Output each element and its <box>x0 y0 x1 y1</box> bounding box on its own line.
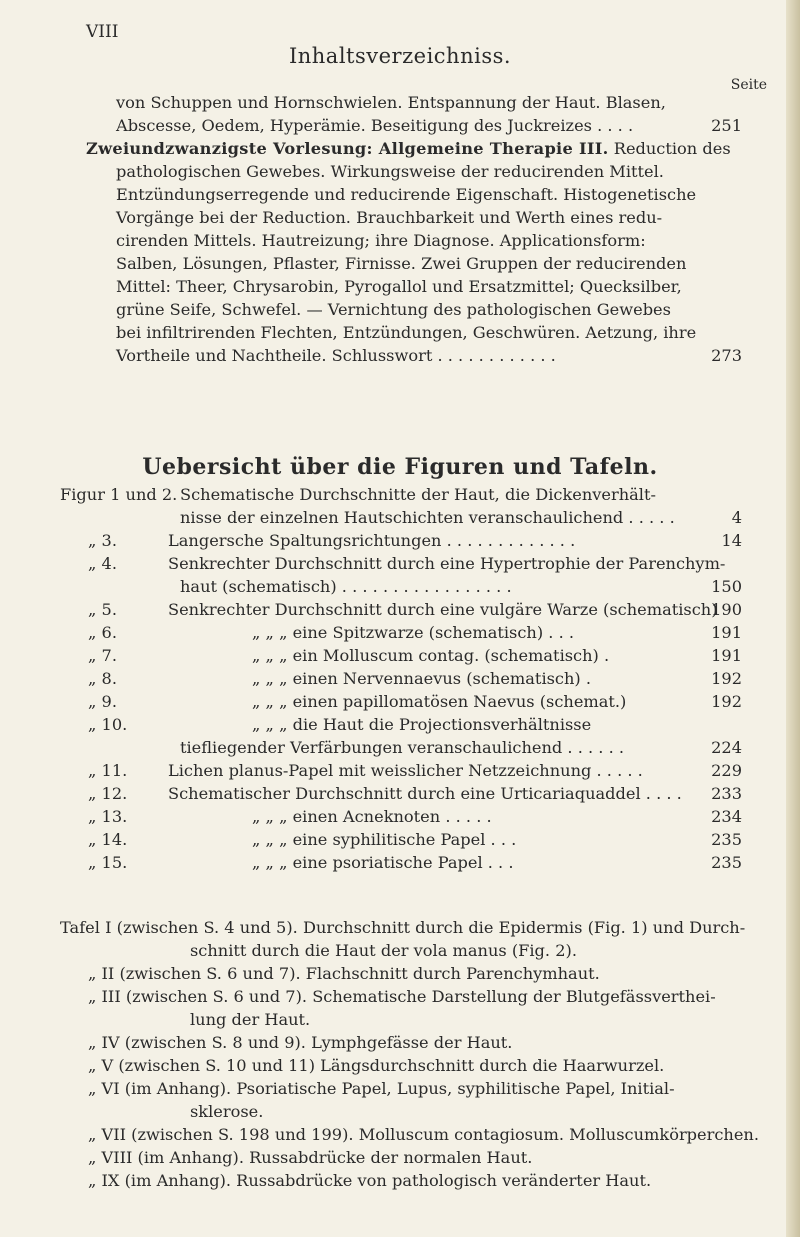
toc-entry-zweiundzwanzigste <box>86 139 731 159</box>
figure-text: „ „ „ einen papillomatösen Naevus (schemat.) <box>252 692 627 711</box>
tafel-line: „ IX (im Anhang). Russabdrücke von pathologisch veränderter Haut. <box>88 1171 652 1190</box>
figure-text: „ „ „ ein Molluscum contag. (schematisch) . <box>252 646 610 665</box>
figure-text: haut (schematisch) . . . . . . . . . . . . . . . . . <box>180 577 512 596</box>
figure-label: „ 7. <box>88 646 117 665</box>
figure-text: Langersche Spaltungsrichtungen . . . . . . . . . . . . . <box>168 531 576 550</box>
tafel-line: „ III (zwischen S. 6 und 7). Schematische Darstellung der Blutgefässverthei- <box>88 987 716 1006</box>
figure-page: 191 <box>711 623 742 642</box>
tafel-line: „ V (zwischen S. 10 und 11) Längsdurchschnitt durch die Haarwurzel. <box>88 1056 665 1075</box>
figure-text: „ „ „ eine Spitzwarze (schematisch) . . . <box>252 623 575 642</box>
figure-label: „ 4. <box>88 554 117 573</box>
running-title: Inhaltsverzeichniss. <box>288 44 512 68</box>
toc-page-number: 251 <box>711 116 742 135</box>
toc-text: Reduction des <box>608 139 731 158</box>
lecture-title: Zweiundzwanzigste Vorlesung: Allgemeine Therapie III. <box>86 139 609 158</box>
figure-page: 4 <box>731 508 742 527</box>
figure-text: nisse der einzelnen Hautschichten veranschaulichend . . . . . <box>180 508 675 527</box>
toc-line: Mittel: Theer, Chrysarobin, Pyrogallol und Ersatzmittel; Quecksilber, <box>116 277 682 296</box>
figure-text: „ „ „ einen Nervennaevus (schematisch) . <box>252 669 592 688</box>
figures-heading: Uebersicht über die Figuren und Tafeln. <box>142 454 658 480</box>
toc-line: grüne Seife, Schwefel. — Vernichtung des pathologischen Gewebes <box>116 300 671 319</box>
figure-page: 229 <box>711 761 742 780</box>
figure-page: 191 <box>711 646 742 665</box>
tafel-line: „ VII (zwischen S. 198 und 199). Molluscum contagiosum. Molluscumkörperchen. <box>88 1125 759 1144</box>
figure-label: „ 6. <box>88 623 117 642</box>
book-spine-edge <box>786 0 800 1237</box>
figure-label: „ 10. <box>88 715 128 734</box>
figure-page: 224 <box>711 738 742 757</box>
tafel-line: „ IV (zwischen S. 8 und 9). Lymphgefässe der Haut. <box>88 1033 513 1052</box>
toc-page-number: 273 <box>711 346 742 365</box>
figure-page: 233 <box>711 784 742 803</box>
toc-line: Vortheile und Nachtheile. Schlusswort . . . . . . . . . . . . <box>116 346 556 365</box>
figure-text: Senkrechter Durchschnitt durch eine vulgäre Warze (schematisch) <box>168 600 718 619</box>
figure-text: „ „ „ eine psoriatische Papel . . . <box>252 853 514 872</box>
figure-label: „ 5. <box>88 600 117 619</box>
toc-line: Salben, Lösungen, Pflaster, Firnisse. Zwei Gruppen der reducirenden <box>116 254 687 273</box>
figure-text: „ „ „ eine syphilitische Papel . . . <box>252 830 517 849</box>
toc-line: bei infiltrirenden Flechten, Entzündungen, Geschwüren. Aetzung, ihre <box>116 323 697 342</box>
figure-label: „ 13. <box>88 807 128 826</box>
tafel-line: „ VIII (im Anhang). Russabdrücke der normalen Haut. <box>88 1148 533 1167</box>
tafel-line: Tafel I (zwischen S. 4 und 5). Durchschnitt durch die Epidermis (Fig. 1) und Durch- <box>60 918 746 937</box>
figure-text: tiefliegender Verfärbungen veranschaulichend . . . . . . <box>180 738 625 757</box>
toc-line: cirenden Mittels. Hautreizung; ihre Diagnose. Applicationsform: <box>116 231 646 250</box>
figure-label: Figur 1 und 2. <box>60 485 178 504</box>
tafel-line: lung der Haut. <box>190 1010 311 1029</box>
figure-page: 190 <box>711 600 742 619</box>
figure-page: 235 <box>711 853 742 872</box>
figure-label: „ 8. <box>88 669 117 688</box>
toc-line: Abscesse, Oedem, Hyperämie. Beseitigung des Juckreizes . . . . <box>116 116 634 135</box>
figure-label: „ 14. <box>88 830 128 849</box>
figure-text: „ „ „ einen Acneknoten . . . . . <box>252 807 492 826</box>
toc-line: von Schuppen und Hornschwielen. Entspannung der Haut. Blasen, <box>116 93 666 112</box>
figure-text: Schematischer Durchschnitt durch eine Urticariaquaddel . . . . <box>168 784 682 803</box>
tafel-line: schnitt durch die Haut der vola manus (Fig. 2). <box>190 941 577 960</box>
figure-page: 234 <box>711 807 742 826</box>
tafel-line: sklerose. <box>190 1102 264 1121</box>
figure-label: „ 12. <box>88 784 128 803</box>
toc-line: Vorgänge bei der Reduction. Brauchbarkeit und Werth eines redu- <box>116 208 663 227</box>
toc-line: Entzündungserregende und reducirende Eigenschaft. Histogenetische <box>116 185 697 204</box>
figure-text: „ „ „ die Haut die Projectionsverhältnisse <box>252 715 592 734</box>
figure-label: „ 9. <box>88 692 117 711</box>
seite-label: Seite <box>730 77 767 93</box>
page-number: VIII <box>86 22 119 42</box>
figure-text: Schematische Durchschnitte der Haut, die Dickenverhält- <box>180 485 656 504</box>
figure-page: 150 <box>711 577 742 596</box>
figure-text: Lichen planus-Papel mit weisslicher Netzzeichnung . . . . . <box>168 761 643 780</box>
tafel-line: „ II (zwischen S. 6 und 7). Flachschnitt durch Parenchymhaut. <box>88 964 600 983</box>
figure-page: 192 <box>711 692 742 711</box>
figure-label: „ 15. <box>88 853 128 872</box>
figure-label: „ 3. <box>88 531 117 550</box>
figure-page: 192 <box>711 669 742 688</box>
toc-line: pathologischen Gewebes. Wirkungsweise der reducirenden Mittel. <box>116 162 664 181</box>
figure-text: Senkrechter Durchschnitt durch eine Hypertrophie der Parenchym- <box>168 554 726 573</box>
figure-page: 14 <box>721 531 742 550</box>
figure-label: „ 11. <box>88 761 128 780</box>
figure-page: 235 <box>711 830 742 849</box>
tafel-line: „ VI (im Anhang). Psoriatische Papel, Lupus, syphilitische Papel, Initial- <box>88 1079 675 1098</box>
